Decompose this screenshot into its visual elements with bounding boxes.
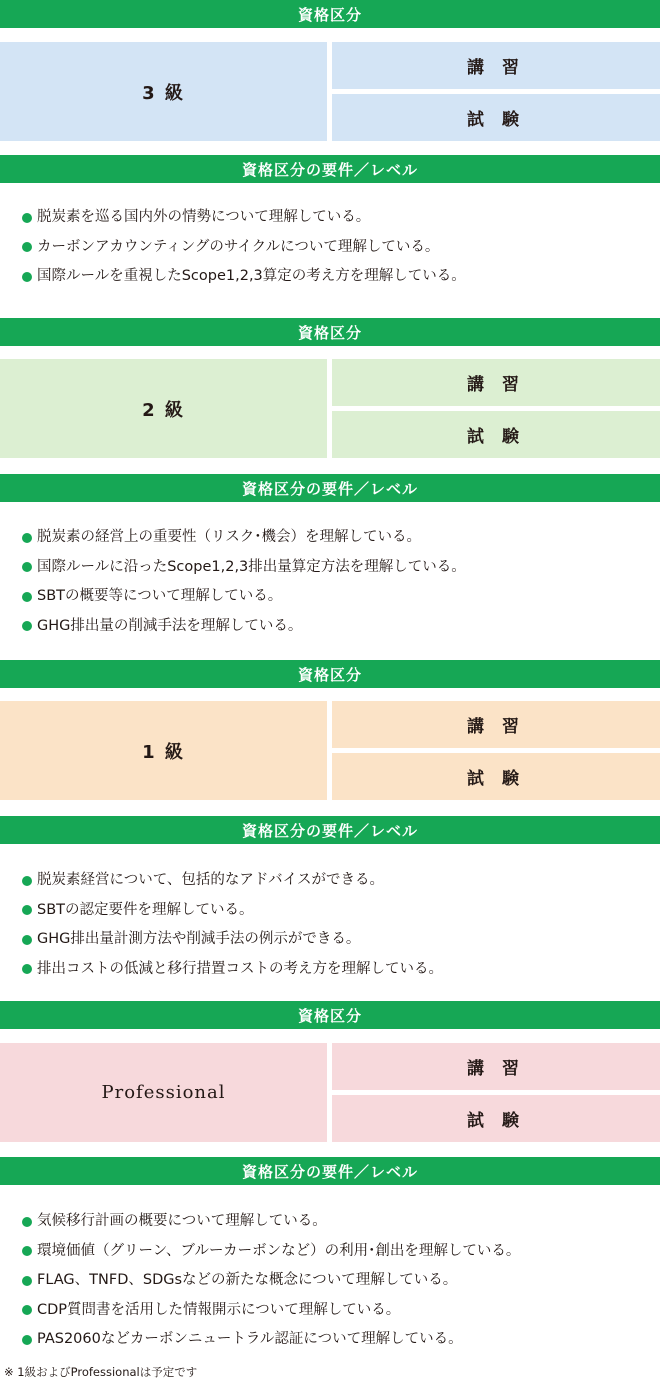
requirements-header-2: 資格区分の要件／レベル (0, 474, 660, 502)
section-header-1: 資格区分 (0, 660, 660, 688)
list-item: 排出コストの低減と移行措置コストの考え方を理解している。 (22, 955, 443, 985)
grade-box-2 (0, 359, 660, 458)
exam-cell: 試 験 (332, 753, 660, 800)
list-item: SBTの認定要件を理解している。 (22, 896, 443, 926)
list-item: 脱炭素を巡る国内外の情勢について理解している。 (22, 203, 466, 233)
bullet-icon (22, 905, 32, 915)
list-item: 脱炭素の経営上の重要性（リスク･機会）を理解している。 (22, 523, 466, 553)
list-item: 気候移行計画の概要について理解している。 (22, 1207, 520, 1237)
requirements-list-professional (22, 1207, 520, 1355)
grade-box-3 (0, 42, 660, 141)
section-header-professional: 資格区分 (0, 1001, 660, 1029)
list-item: カーボンアカウンティングのサイクルについて理解している。 (22, 233, 466, 263)
bullet-icon (22, 935, 32, 945)
bullet-icon (22, 592, 32, 602)
grade-box-professional (0, 1043, 660, 1142)
list-item: FLAG、TNFD、SDGsなどの新たな概念について理解している。 (22, 1266, 520, 1296)
list-item: SBTの概要等について理解している。 (22, 582, 466, 612)
requirements-header-professional: 資格区分の要件／レベル (0, 1157, 660, 1185)
footnote: ※ 1級およびProfessionalは予定です (4, 1365, 198, 1379)
requirements-list-3 (22, 203, 466, 292)
grade-box-1 (0, 701, 660, 800)
list-item: 脱炭素経営について、包括的なアドバイスができる。 (22, 866, 443, 896)
bullet-icon (22, 1305, 32, 1315)
section-header-2: 資格区分 (0, 318, 660, 346)
grade-label: Professional (0, 1043, 327, 1142)
requirements-list-1 (22, 866, 443, 984)
grade-label: 1 級 (0, 701, 327, 800)
exam-cell: 試 験 (332, 411, 660, 458)
bullet-icon (22, 533, 32, 543)
list-item: GHG排出量の削減手法を理解している。 (22, 612, 466, 642)
bullet-icon (22, 562, 32, 572)
bullet-icon (22, 621, 32, 631)
bullet-icon (22, 242, 32, 252)
list-item: GHG排出量計測方法や削減手法の例示ができる。 (22, 925, 443, 955)
requirements-list-2 (22, 523, 466, 641)
bullet-icon (22, 1246, 32, 1256)
course-cell: 講 習 (332, 359, 660, 406)
bullet-icon (22, 964, 32, 974)
course-cell: 講 習 (332, 1043, 660, 1090)
bullet-icon (22, 1276, 32, 1286)
requirements-header-3: 資格区分の要件／レベル (0, 155, 660, 183)
list-item: 環境価値（グリーン、ブルーカーボンなど）の利用･創出を理解している。 (22, 1237, 520, 1267)
bullet-icon (22, 1217, 32, 1227)
requirements-header-1: 資格区分の要件／レベル (0, 816, 660, 844)
list-item: 国際ルールに沿ったScope1,2,3排出量算定方法を理解している。 (22, 553, 466, 583)
course-cell: 講 習 (332, 701, 660, 748)
grade-label: 2 級 (0, 359, 327, 458)
bullet-icon (22, 876, 32, 886)
grade-label: 3 級 (0, 42, 327, 141)
course-cell: 講 習 (332, 42, 660, 89)
exam-cell: 試 験 (332, 1095, 660, 1142)
bullet-icon (22, 272, 32, 282)
list-item: 国際ルールを重視したScope1,2,3算定の考え方を理解している。 (22, 262, 466, 292)
bullet-icon (22, 213, 32, 223)
list-item: PAS2060などカーボンニュートラル認証について理解している。 (22, 1325, 520, 1355)
bullet-icon (22, 1335, 32, 1345)
section-header-3: 資格区分 (0, 0, 660, 28)
exam-cell: 試 験 (332, 94, 660, 141)
list-item: CDP質問書を活用した情報開示について理解している。 (22, 1296, 520, 1326)
